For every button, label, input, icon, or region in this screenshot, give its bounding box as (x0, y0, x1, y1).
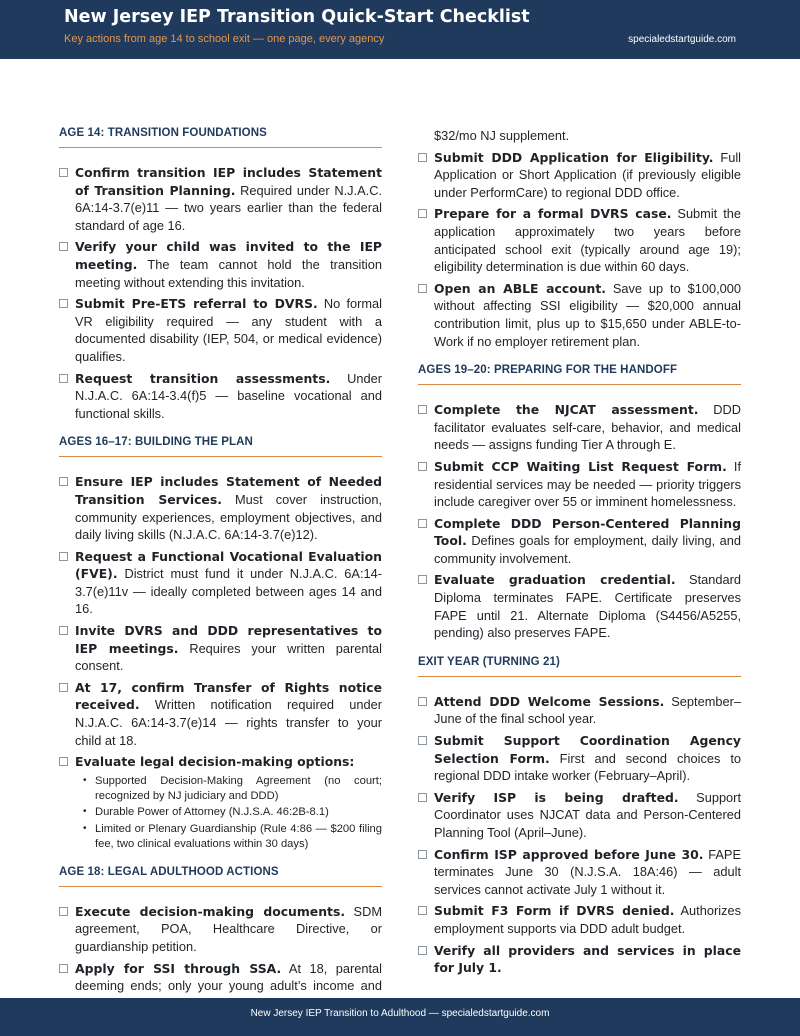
footer-text: New Jersey IEP Transition to Adulthood — specialedstartguide.com (250, 1008, 550, 1019)
checkbox[interactable] (418, 575, 427, 584)
item-text: Written notification required under N.J.A.C. 6A:14-3.7(e)14 — rights transfer to your child at 18. (75, 697, 382, 748)
checkbox[interactable] (59, 168, 68, 177)
list-item: • Durable Power of Attorney (N.J.S.A. 46:2B-8.1) (95, 805, 382, 820)
checkbox[interactable] (418, 519, 427, 528)
checklist-item (59, 295, 382, 365)
checklist-item (418, 942, 741, 977)
checkbox[interactable] (418, 405, 427, 414)
page-subtitle: Key actions from age 14 to school exit — one page, every agency (64, 33, 385, 45)
checklist-item (418, 732, 741, 785)
item-title: Confirm ISP approved before June 30. (434, 846, 704, 862)
checkbox[interactable] (418, 850, 427, 859)
section-heading: EXIT YEAR (TURNING 21) (418, 656, 741, 677)
checklist-item (418, 401, 741, 454)
item-title: Execute decision-making documents. (75, 903, 346, 919)
checkbox[interactable] (418, 462, 427, 471)
site-link[interactable]: specialedstartguide.com (628, 34, 736, 45)
item-title: Prepare for a formal DVRS case. (434, 206, 672, 222)
checklist-item (59, 679, 382, 749)
item-title: Submit CCP Waiting List Request Form. (434, 458, 727, 474)
checklist-item (418, 205, 741, 275)
item-text: Defines goals for employment, daily living, and community involvement. (434, 533, 741, 566)
page-header (0, 0, 800, 59)
checklist-item (59, 164, 382, 234)
item-text: Under N.J.A.C. 6A:14-3.4(f)5 — baseline vocational and functional skills. (75, 370, 382, 421)
decision-options-list (75, 774, 382, 852)
item-text: No formal VR eligibility required — any student with a documented disability (IEP, 504, or medical evidence) qualifies. (75, 296, 382, 364)
item-title: Confirm transition IEP includes Statement of Transition Planning. (75, 165, 382, 198)
list-item: • Limited or Plenary Guardianship (Rule 4:86 — $200 filing fee, two clinical evaluations within 30 days) (95, 822, 382, 852)
left-column (59, 127, 382, 1036)
item-title: Open an ABLE account. (434, 280, 606, 296)
checklist-item (59, 370, 382, 423)
item-text: SDM agreement, POA, Healthcare Directive, or guardianship petition. (75, 903, 382, 954)
item-title: Evaluate graduation credential. (434, 572, 676, 588)
section-age-18-continued (418, 127, 741, 350)
checkbox[interactable] (59, 907, 68, 916)
continued-text: $32/mo NJ supplement. (434, 128, 570, 143)
checkbox[interactable] (59, 374, 68, 383)
checklist-item (418, 571, 741, 641)
item-text: September–June of the final school year. (434, 693, 741, 727)
checklist-item (418, 280, 741, 350)
checklist-item (418, 789, 741, 842)
item-title: Ensure IEP includes Statement of Needed Transition Services. (75, 474, 382, 507)
item-title: Complete DDD Person-Centered Planning Tool. (434, 515, 741, 549)
item-text: At 18, parental deeming ends; only your young adult’s income and (75, 960, 382, 994)
checklist-item (59, 473, 382, 543)
item-title: Attend DDD Welcome Sessions. (434, 693, 665, 709)
checkbox[interactable] (418, 153, 427, 162)
item-text: Save up to $100,000 without affecting SSI eligibility — $20,000 annual contribution limit, plus up to $15,650 under ABLE-to-Work if no employer retirement plan. (434, 280, 741, 349)
checklist-item (59, 238, 382, 291)
section-heading: AGE 18: LEGAL ADULTHOOD ACTIONS (59, 866, 382, 887)
item-title: Verify ISP is being drafted. (434, 789, 679, 805)
checkbox[interactable] (418, 946, 427, 955)
checklist-item (418, 515, 741, 568)
checkbox[interactable] (59, 242, 68, 251)
checklist-item (418, 693, 741, 728)
section-heading: AGE 14: TRANSITION FOUNDATIONS (59, 127, 382, 148)
item-text: Must cover instruction, community experiences, employment objectives, and daily living skills (N.J.A.C. 6A:14-3.7(e)12). (75, 491, 382, 543)
item-text: FAPE terminates June 30 (N.J.S.A. 18A:46) — adult services cannot activate July 1 without it. (434, 846, 741, 897)
item-title: Verify all providers and services in place for July 1. (434, 942, 741, 976)
page-footer (0, 998, 800, 1036)
checkbox[interactable] (418, 697, 427, 706)
checkbox[interactable] (59, 757, 68, 766)
section-heading: AGES 16–17: BUILDING THE PLAN (59, 436, 382, 457)
checklist-item (418, 149, 741, 202)
checklist-item (59, 548, 382, 618)
item-text: The team cannot hold the transition meeting without extending this invitation. (75, 256, 382, 290)
checkbox[interactable] (418, 736, 427, 745)
item-title: Verify your child was invited to the IEP meeting. (75, 239, 382, 272)
section-ages-16-17 (59, 436, 382, 851)
item-text: DDD facilitator evaluates self-care, behavior, and medical needs — assigns funding Tier A through E. (434, 402, 742, 453)
checkbox[interactable] (418, 906, 427, 915)
item-title: Complete the NJCAT assessment. (434, 402, 699, 418)
page-title: New Jersey IEP Transition Quick-Start Checklist (64, 7, 530, 27)
item-text: First and second choices to regional DDD intake worker (February–April). (434, 750, 741, 784)
checklist-item (418, 902, 741, 937)
checkbox[interactable] (59, 552, 68, 561)
checkbox[interactable] (59, 683, 68, 692)
section-ages-19-20 (418, 364, 741, 642)
checkbox[interactable] (59, 964, 68, 973)
item-text: If residential services may be needed — priority triggers include caregiver over 55 or imminent homelessness. (434, 458, 741, 510)
checklist-item (418, 458, 741, 511)
item-title: At 17, confirm Transfer of Rights notice received. (75, 679, 382, 713)
checkbox[interactable] (418, 284, 427, 293)
section-age-14 (59, 127, 382, 422)
item-text: District must fund it under N.J.A.C. 6A:14-3.7(e)11v — ideally completed between ages 14 and 16. (75, 566, 382, 617)
section-heading: AGES 19–20: PREPARING FOR THE HANDOFF (418, 364, 741, 385)
item-title: Request a Functional Vocational Evaluation (FVE). (75, 548, 382, 582)
section-exit-year (418, 656, 741, 977)
item-text: Required under N.J.A.C. 6A:14-3.7(e)11 — two years earlier than the federal standard of age 16. (75, 182, 382, 233)
item-title: Invite DVRS and DDD representatives to IEP meetings. (75, 623, 382, 656)
item-title: Submit F3 Form if DVRS denied. (434, 903, 675, 919)
item-title: Request transition assessments. (75, 370, 331, 386)
checkbox[interactable] (418, 793, 427, 802)
item-text: Standard Diploma terminates FAPE. Certificate preserves FAPE until 21. Alternate Diploma (S4456/A5255, pending) also preserves FAPE. (434, 572, 741, 641)
right-column (418, 127, 741, 991)
checklist-item (418, 846, 741, 899)
item-text: Authorizes employment supports via DDD adult budget. (434, 903, 741, 936)
item-text: Support Coordinator uses NJCAT data and Person-Centered Planning Tool (April–June). (434, 789, 741, 840)
item-title: Evaluate legal decision-making options: (75, 754, 355, 770)
item-title: Submit Support Coordination Agency Selection Form. (434, 733, 741, 766)
item-text: Submit the application approximately two years before anticipated school exit (typically around age 19); eligibility determination is due within 60 days. (434, 206, 741, 275)
checkbox[interactable] (59, 626, 68, 635)
item-title: Submit DDD Application for Eligibility. (434, 149, 714, 165)
item-text: Requires your written parental consent. (75, 640, 382, 674)
item-text: Full Application or Short Application (if previously eligible under PerformCare) to regional DDD office. (434, 149, 742, 200)
checkbox[interactable] (59, 299, 68, 308)
list-item: • Supported Decision-Making Agreement (no court; recognized by NJ judiciary and DDD) (95, 774, 382, 804)
item-title: Apply for SSI through SSA. (75, 960, 282, 976)
checkbox[interactable] (59, 477, 68, 486)
item-title: Submit Pre-ETS referral to DVRS. (75, 296, 318, 312)
checklist-item (59, 622, 382, 675)
checklist-item (59, 753, 382, 852)
checklist-item (59, 903, 382, 956)
checkbox[interactable] (418, 209, 427, 218)
